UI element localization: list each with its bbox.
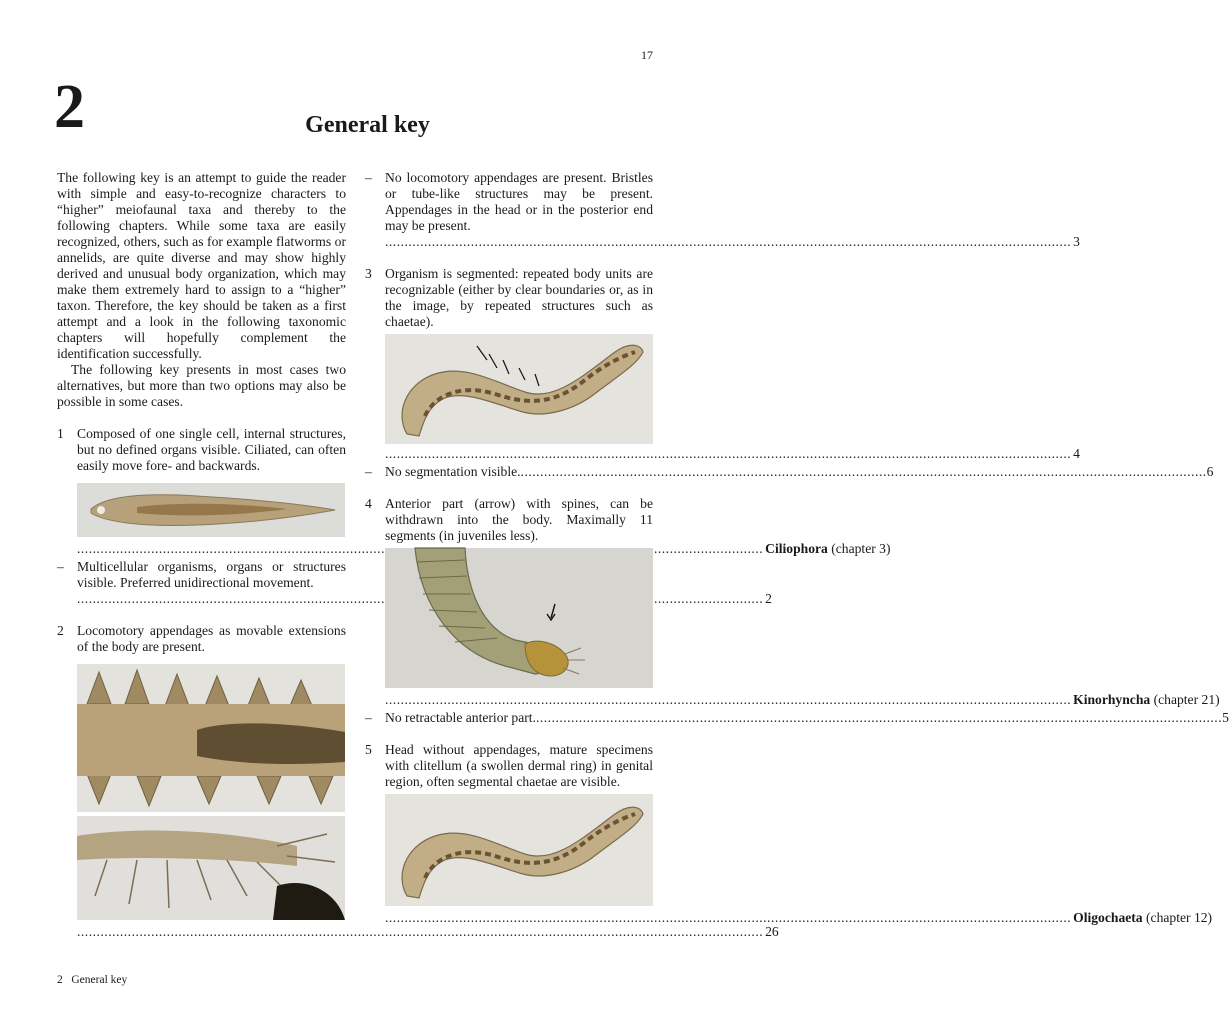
leader-dots [521, 464, 1207, 480]
taxon-name: Kinorhyncha [1073, 692, 1151, 707]
couplet-text: No segmentation visible. [385, 464, 521, 479]
couplet-number: – [57, 559, 64, 574]
footer-title: General key [71, 974, 128, 986]
couplet-3a [365, 266, 653, 330]
goto-number: 6 [1206, 464, 1214, 479]
leader-dots [385, 446, 1071, 462]
couplet-number: 3 [365, 266, 372, 281]
leader-dots [77, 924, 763, 940]
couplet-number: 1 [57, 426, 64, 441]
chapter-ref: (chapter 12) [1146, 910, 1213, 925]
couplet-4a [365, 496, 653, 544]
couplet-text: Multicellular organisms, organs or structures visible. Preferred unidirectional movement. [77, 559, 346, 590]
couplet-1b-result [77, 591, 772, 607]
couplet-text: Anterior part (arrow) with spines, can be withdrawn into the body. Maximally 11 segments (in juveniles less). [385, 496, 653, 543]
intro-paragraph-2: The following key presents in most cases two alternatives, but more than two options may also be possible in some cases. [57, 362, 346, 409]
couplet-text: No retractable anterior part. [385, 710, 536, 725]
kinorhynch-photo [385, 548, 653, 688]
leader-dots [385, 234, 1071, 250]
couplet-4b [365, 710, 1229, 726]
couplet-4a-result [385, 692, 1220, 708]
couplet-text: Composed of one single cell, internal structures, but no defined organs visible. Ciliated, can often easily move fore- and backwards. [77, 426, 346, 473]
couplet-3b [365, 464, 1214, 480]
couplet-number: 4 [365, 496, 372, 511]
chapter-ref: (chapter 21) [1153, 692, 1220, 707]
chapter-number: 2 [54, 73, 85, 141]
couplet-5a-result [385, 910, 1213, 926]
goto-number: 26 [765, 924, 779, 939]
couplet-1a [57, 426, 346, 474]
couplet-1b [57, 559, 346, 591]
appendages-photo-top [77, 664, 345, 812]
couplet-2a [57, 623, 346, 655]
goto-number: 5 [1222, 710, 1229, 725]
couplet-1a-result [77, 541, 891, 557]
couplet-number: 5 [365, 742, 372, 757]
chapter-title: General key [305, 112, 430, 138]
running-footer [57, 974, 127, 986]
goto-number: 2 [765, 591, 772, 606]
ciliate-photo [77, 483, 345, 537]
oligochaete-photo [385, 794, 653, 906]
couplet-number: – [365, 710, 372, 725]
couplet-3a-result [385, 446, 1080, 462]
couplet-2b [365, 170, 653, 234]
goto-number: 4 [1073, 446, 1080, 461]
couplet-number: 2 [57, 623, 64, 638]
couplet-number: – [365, 170, 372, 185]
goto-number: 3 [1073, 234, 1080, 249]
leader-dots [385, 692, 1071, 708]
couplet-text: Head without appendages, mature specimens with clitellum (a swollen dermal ring) in genital region, often segmental chaetae are visible. [385, 742, 653, 789]
leader-dots [385, 910, 1071, 926]
couplet-2a-result [77, 924, 779, 940]
appendages-photo-bottom [77, 816, 345, 920]
footer-page-number: 2 [57, 974, 63, 986]
couplet-text: No locomotory appendages are present. Bristles or tube-like structures may be present. Appendages in the head or in the posterior end may be present. [385, 170, 653, 233]
segmented-worm-photo [385, 334, 653, 444]
couplet-text: Organism is segmented: repeated body units are recognizable (either by clear boundaries or, as in the image, by repeated structures such as chaetae). [385, 266, 653, 329]
couplet-number: – [365, 464, 372, 479]
chapter-ref: (chapter 3) [831, 541, 891, 556]
couplet-5a [365, 742, 653, 790]
page-number: 17 [641, 48, 653, 62]
couplet-text: Locomotory appendages as movable extensions of the body are present. [77, 623, 346, 654]
couplet-2b-result [385, 234, 1080, 250]
leader-dots [536, 710, 1222, 726]
taxon-name: Ciliophora [765, 541, 828, 556]
taxon-name: Oligochaeta [1073, 910, 1143, 925]
intro-paragraph-1: The following key is an attempt to guide the reader with simple and easy-to-recognize characters to “higher” meiofaunal taxa and thereby to the following chapters. While some taxa are easily recognized, others, such as for example flatworms or annelids, are quite diverse and may show highly derived and unusual body organization, which may make them extremely hard to assign to a “higher” taxon. Therefore, the key should be taken as a first attempt and a look in the following taxonomic chapters will hopefully complement the identification successfully. [57, 170, 346, 361]
